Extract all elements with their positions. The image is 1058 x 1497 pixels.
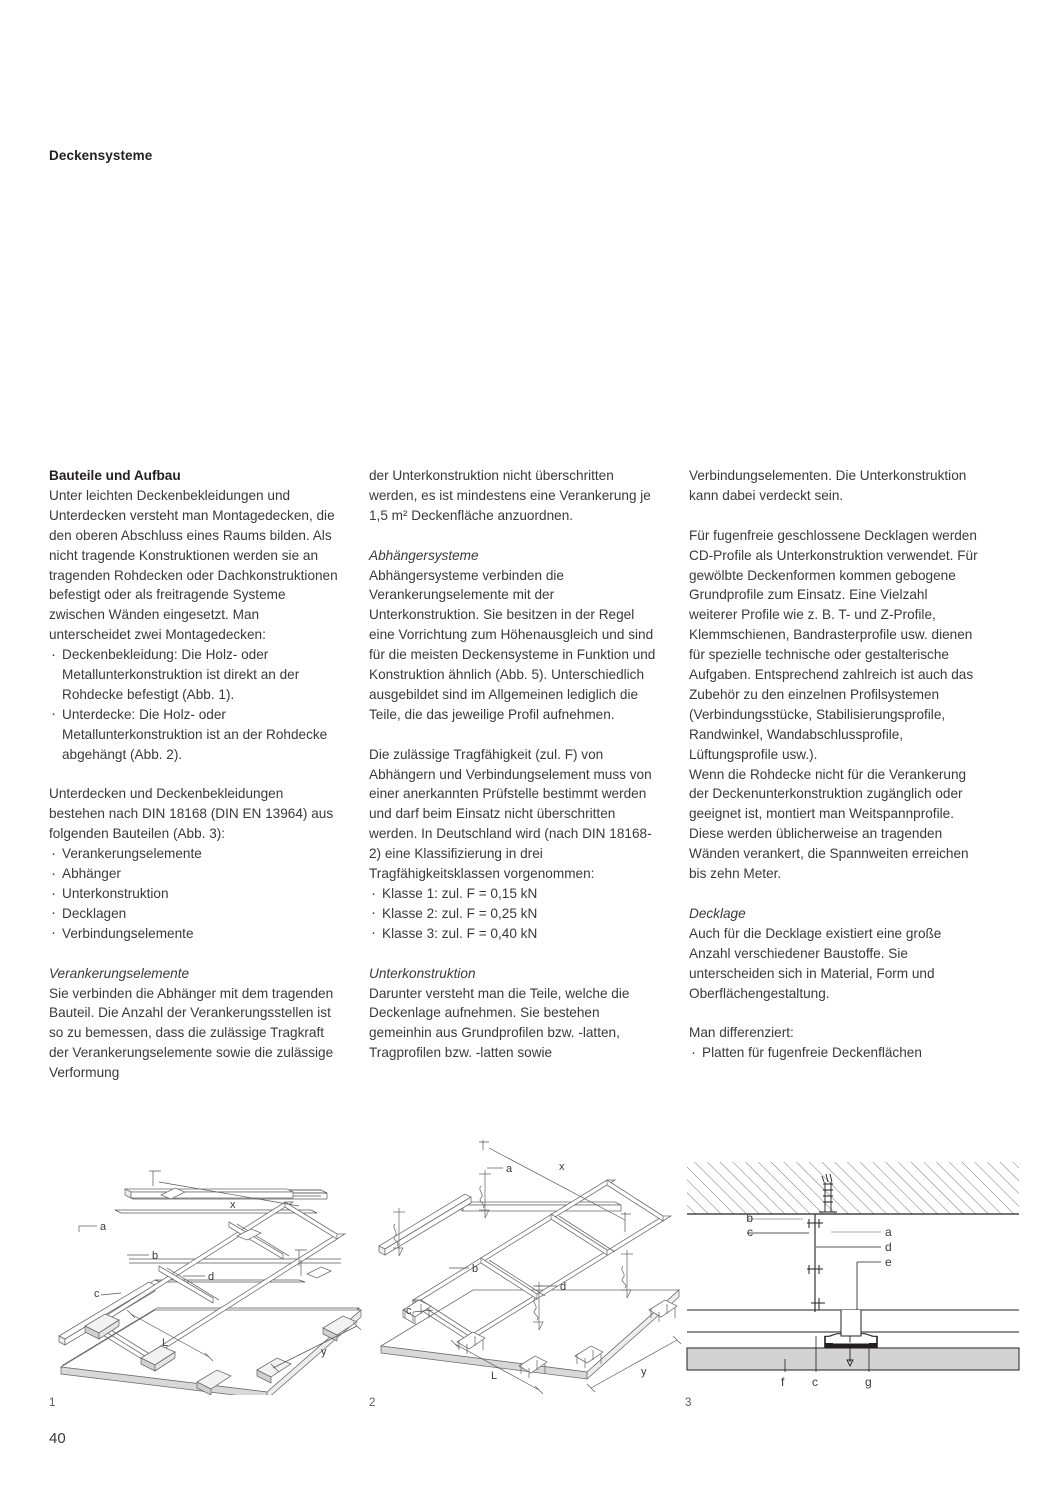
figure-2-label-L: L (491, 1370, 498, 1382)
text-column-1 (49, 466, 369, 1083)
figure-2-label-y: y (641, 1366, 647, 1378)
paragraph: Man differenziert: (689, 1025, 794, 1041)
subsection-heading: Abhängersysteme (369, 547, 479, 563)
figure-1-label-y: y (321, 1346, 327, 1358)
list-item: · Klasse 3: zul. F = 0,40 kN (369, 924, 659, 944)
paragraph: Für fugenfreie geschlossene Decklagen werden CD-Profile als Unterkonstruktion verwendet. Für gewölbte Deckenformen kommen gebogene Grundprofile zum Einsatz. Eine Vielzahl weiterer Profile wie z. B. T- und Z-Profile, Klemmschienen, Bandrasterprofile usw. dienen für spezielle technische oder gestalterische Aufgaben. Entsprechend zahlreich ist auch das Zubehör zu den einzelnen Profilsystemen (Verbindungsstücke, Stabilisierungsprofile, Randwinkel, Wandabschlussprofile, Lüftungsprofile usw.). (689, 527, 978, 762)
figure-2-label-b: b (472, 1263, 479, 1275)
figure-1-label-a: a (100, 1221, 107, 1233)
figure-1-label-L: L (162, 1337, 169, 1349)
figure-1 (49, 1140, 369, 1395)
figure-3-caption: 3 (685, 1397, 692, 1409)
list-item: · Deckenbekleidung: Die Holz- oder Metallunterkonstruktion ist direkt an der Rohdecke befestigt (Abb. 1). (49, 645, 339, 705)
running-head: Deckensysteme (49, 148, 153, 163)
list-item: · Klasse 1: zul. F = 0,15 kN (369, 884, 659, 904)
figure-2-label-c: c (406, 1305, 412, 1317)
bullet-list (49, 645, 339, 764)
figure-3-label-c2: c (812, 1375, 818, 1389)
paragraph: Die zulässige Tragfähigkeit (zul. F) von Abhängern und Verbindungselement muss von einer anerkannten Prüfstelle bestimmt werden und darf beim Einsatz nicht überschritten werden. In Deutschland wird (nach DIN 18168-2) eine Klassifizierung in drei Tragfähigkeitsklassen vorgenommen: (369, 746, 652, 882)
list-item: · Verankerungselemente (49, 844, 339, 864)
paragraph: Wenn die Rohdecke nicht für die Verankerung der Deckenunterkonstruktion zugänglich oder geeignet ist, montiert man Weitspannprofile. Diese werden üblicherweise an tragenden Wänden verankert, die Spannweiten erreichen bis zehn Meter. (689, 766, 969, 882)
figure-2-caption: 2 (369, 1397, 376, 1409)
figure-3-label-b: b (746, 1211, 753, 1225)
subsection-heading: Verankerungselemente (49, 965, 190, 981)
paragraph: Abhängersysteme verbinden die Verankerungselemente mit der Unterkonstruktion. Sie besitzen in der Regel eine Vorrichtung zum Höhenausgleich und sind für die meisten Deckensysteme in Funktion und Konstruktion ähnlich (Abb. 5). Unterschiedlich ausgebildet sind im Allgemeinen lediglich die Teile, die das jeweilige Profil aufnehmen. (369, 567, 656, 722)
figure-row (40, 1140, 1018, 1430)
figure-1-caption: 1 (49, 1397, 56, 1409)
paragraph: Unterdecken und Deckenbekleidungen bestehen nach DIN 18168 (DIN EN 13964) aus folgenden Bauteilen (Abb. 3): (49, 786, 334, 842)
slab-hatch (687, 1162, 1019, 1214)
body-columns (49, 466, 1009, 1083)
list-item: · Unterkonstruktion (49, 884, 339, 904)
list-item: · Abhänger (49, 864, 339, 884)
decklage-layer (687, 1348, 1019, 1370)
figure-1-label-c: c (94, 1288, 100, 1300)
page-number: 40 (49, 1430, 66, 1447)
figure-3-label-d: d (885, 1240, 892, 1254)
section-heading: Bauteile und Aufbau (49, 468, 181, 483)
bullet-list (369, 884, 659, 944)
text-column-3 (689, 466, 1009, 1083)
figure-1-label-b: b (152, 1250, 159, 1262)
figure-2-label-d: d (560, 1281, 567, 1293)
paragraph: Darunter versteht man die Teile, welche die Deckenlage aufnehmen. Sie bestehen gemeinhin aus Grundprofilen bzw. -latten, Tragprofilen bzw. -latten sowie (369, 985, 630, 1061)
list-item: · Decklagen (49, 904, 339, 924)
list-item: · Platten für fugenfreie Deckenflächen (689, 1043, 979, 1063)
list-item: · Klasse 2: zul. F = 0,25 kN (369, 904, 659, 924)
figure-1-label-d: d (208, 1271, 215, 1283)
paragraph: Sie verbinden die Abhänger mit dem tragenden Bauteil. Die Anzahl der Verankerungsstellen ist so zu bemessen, dass die zulässige Tragkraft der Verankerungselemente sowie die zulässige Verformung (49, 985, 334, 1081)
subsection-heading: Unterkonstruktion (369, 965, 476, 981)
figure-3-label-a: a (885, 1225, 892, 1239)
bullet-list (49, 844, 339, 944)
figure-1-label-x: x (230, 1199, 236, 1211)
figure-2-label-a: a (506, 1163, 513, 1175)
paragraph: Verbindungselementen. Die Unterkonstruktion kann dabei verdeckt sein. (689, 468, 967, 503)
figure-3-label-g: g (865, 1375, 872, 1389)
paragraph: Auch für die Decklage existiert eine große Anzahl verschiedener Baustoffe. Sie unterscheiden sich in Material, Form und Oberflächengestaltung. (689, 925, 942, 1001)
text-column-2 (369, 466, 689, 1083)
figure-3-label-c: c (747, 1225, 753, 1239)
subsection-heading: Decklage (689, 905, 746, 921)
paragraph: Unter leichten Deckenbekleidungen und Unterdecken versteht man Montagedecken, die den oberen Abschluss eines Raums bilden. Als nicht tragende Konstruktionen werden sie an tragenden Rohdecken oder Dachkonstruktionen befestigt oder als freitragende Systeme zwischen Wänden eingesetzt. Man unterscheidet zwei Montagedecken: (49, 487, 338, 643)
figure-3-label-e: e (885, 1255, 892, 1269)
list-item: · Verbindungselemente (49, 924, 339, 944)
figure-3 (685, 1140, 1021, 1395)
figure-2-label-x: x (559, 1161, 565, 1173)
bullet-list (689, 1043, 979, 1063)
figure-3-label-f: f (781, 1375, 785, 1389)
figure-2 (369, 1140, 689, 1395)
paragraph: der Unterkonstruktion nicht überschritten werden, es ist mindestens eine Verankerung je 1,5 m² Deckenfläche anzuordnen. (369, 468, 651, 523)
list-item: · Unterdecke: Die Holz- oder Metallunterkonstruktion ist an der Rohdecke abgehängt (Abb. 2). (49, 705, 339, 765)
